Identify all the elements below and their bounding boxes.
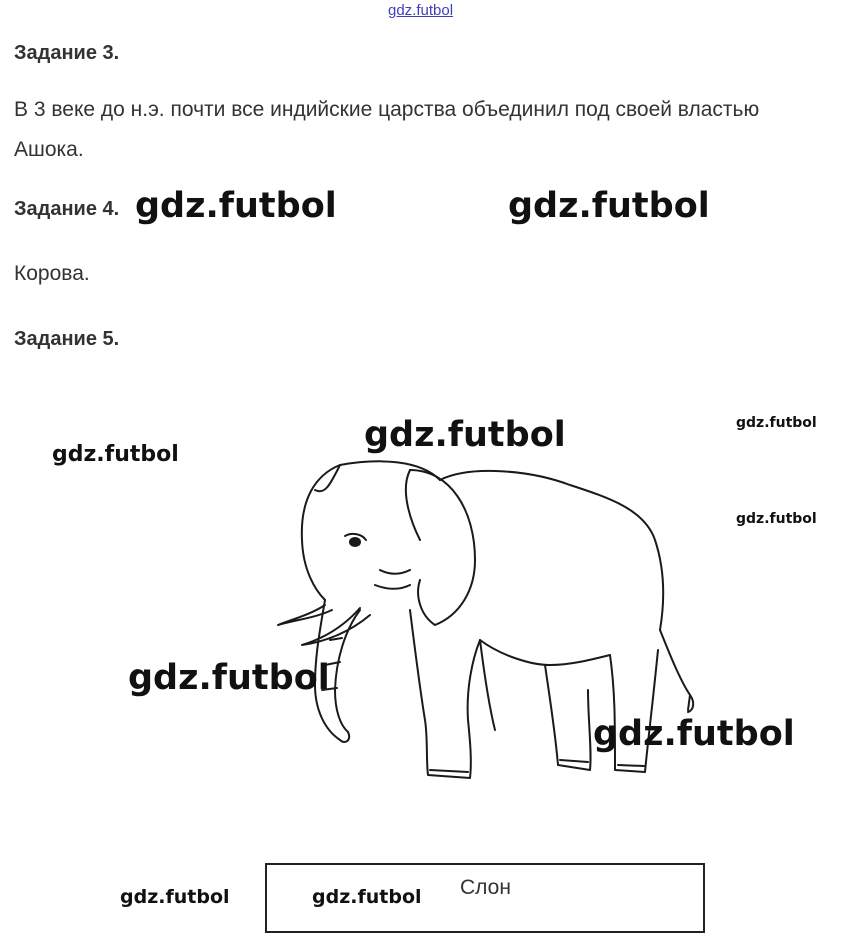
- task5-answer: Слон: [460, 876, 511, 899]
- task3-heading: Задание 3.: [14, 42, 120, 64]
- watermark: gdz.futbol: [736, 511, 817, 527]
- task3-answer-line2: Ашока.: [14, 138, 84, 161]
- watermark: gdz.futbol: [120, 886, 230, 908]
- watermark: gdz.futbol: [312, 886, 422, 908]
- task4-heading: Задание 4.: [14, 198, 120, 220]
- watermark: gdz.futbol: [736, 415, 817, 431]
- site-link[interactable]: gdz.futbol: [388, 2, 454, 19]
- watermark: gdz.futbol: [508, 186, 710, 226]
- watermark: gdz.futbol: [52, 442, 179, 467]
- watermark: gdz.futbol: [135, 186, 337, 226]
- task5-heading: Задание 5.: [14, 328, 120, 350]
- task4-answer: Корова.: [14, 262, 90, 285]
- task3-answer: [14, 90, 844, 170]
- task3-answer-line1: В 3 веке до н.э. почти все индийские царства объединил под своей властью: [14, 98, 760, 121]
- watermark: gdz.futbol: [593, 714, 795, 754]
- watermark: gdz.futbol: [364, 415, 566, 455]
- watermark: gdz.futbol: [128, 658, 330, 698]
